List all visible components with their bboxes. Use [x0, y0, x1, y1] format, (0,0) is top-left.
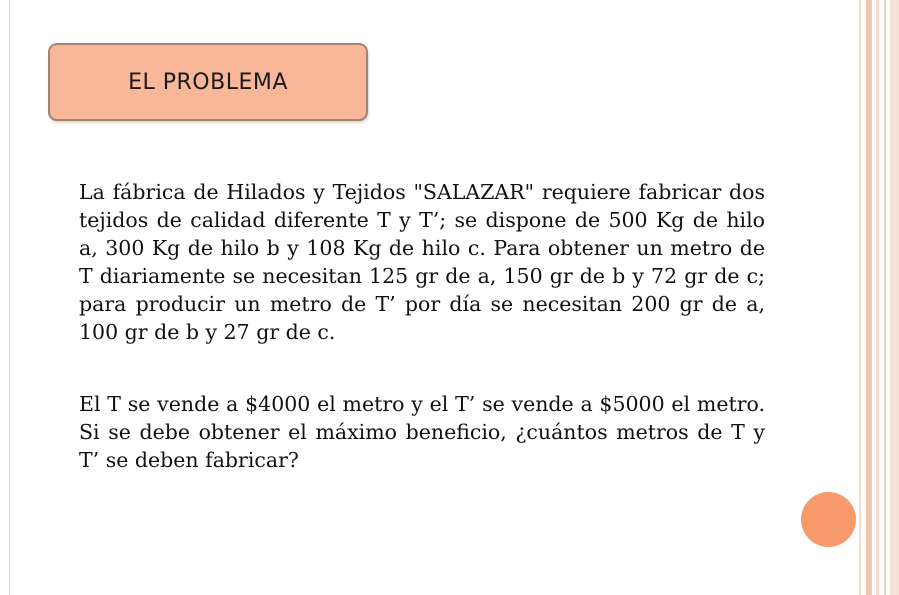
decorative-stripe	[876, 0, 879, 595]
slide-title: EL PROBLEMA	[128, 69, 288, 95]
decorative-circle	[801, 492, 856, 547]
decorative-stripe	[859, 0, 861, 595]
decorative-stripe	[890, 0, 899, 595]
question-paragraph: El T se vende a $4000 el metro y el T’ se vende a $5000 el metro. Si se debe obtener el máximo beneficio, ¿cuántos metros de T y T’ se deben fabricar?	[79, 392, 765, 472]
problem-paragraph: La fábrica de Hilados y Tejidos "SALAZAR" requiere fabricar dos tejidos de calidad diferente T y T’; se dispone de 500 Kg de hilo a, 300 Kg de hilo b y 108 Kg de hilo c. Para obtener un metro de T diariamente se necesitan 125 gr de a, 150 gr de b y 72 gr de c; para producir un metro de T’ por día se necesitan 200 gr de a, 100 gr de b y 27 gr de c.	[79, 180, 765, 344]
decorative-stripe	[884, 0, 886, 595]
decorative-stripe	[866, 0, 872, 595]
title-box	[48, 43, 368, 121]
left-border-line	[9, 0, 10, 595]
